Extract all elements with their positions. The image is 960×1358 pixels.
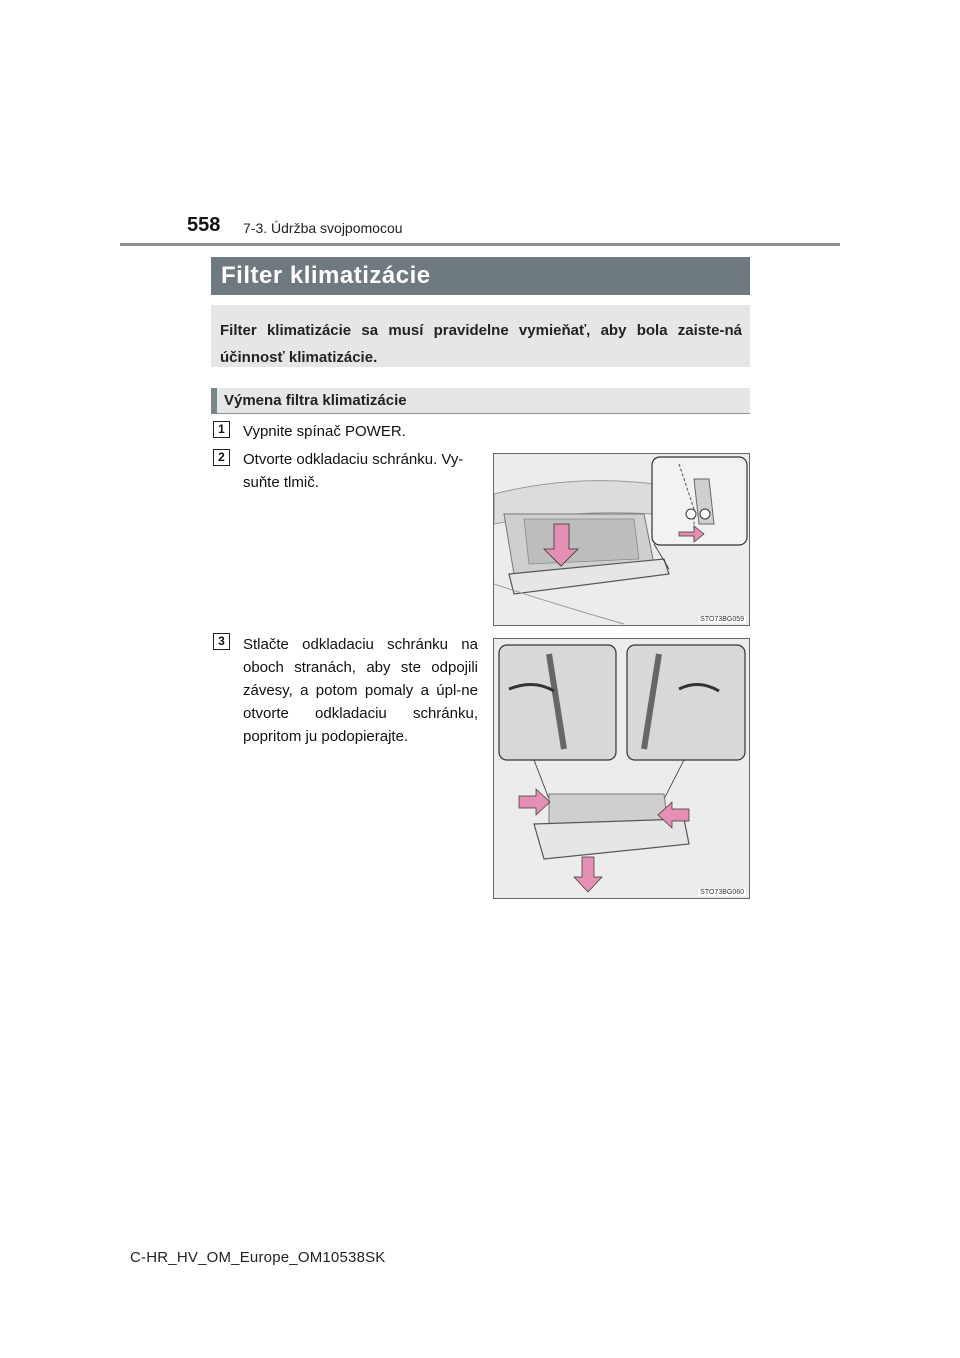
step-1-text: Vypnite spínač POWER.	[243, 423, 406, 440]
figure-glovebox-open	[493, 453, 750, 626]
intro-text: Filter klimatizácie sa musí pravidelne vymieňať, aby bola zaiste-ná účinnosť klimatizácie.	[220, 322, 742, 366]
subheading-text: Výmena filtra klimatizácie	[224, 392, 407, 409]
section-path: 7-3. Údržba svojpomocou	[243, 220, 403, 236]
step-2-number: 2	[213, 449, 230, 466]
figure-1-code: STO73BG059	[700, 616, 744, 623]
page-title: Filter klimatizácie	[211, 257, 750, 295]
step-1-number: 1	[213, 421, 230, 438]
header-divider	[120, 243, 840, 246]
intro-box	[211, 305, 750, 367]
glovebox-open-illustration	[494, 454, 750, 626]
figure-glovebox-remove	[493, 638, 750, 899]
subheading-accent	[211, 388, 217, 414]
subheading-bar	[211, 388, 750, 414]
figure-2-code: STO73BG060	[700, 889, 744, 896]
step-3-text: Stlačte odkladaciu schránku na oboch stranách, aby ste odpojili závesy, a potom pomaly a úpl-ne otvorte odkladaciu schránku, popritom ju podopierajte.	[243, 636, 478, 745]
step-2-text: Otvorte odkladaciu schránku. Vy-suňte tlmič.	[243, 451, 464, 491]
step-3-number: 3	[213, 633, 230, 650]
glovebox-remove-illustration	[494, 639, 750, 899]
page-number: 558	[187, 214, 221, 236]
document-footer: C-HR_HV_OM_Europe_OM10538SK	[130, 1249, 386, 1266]
